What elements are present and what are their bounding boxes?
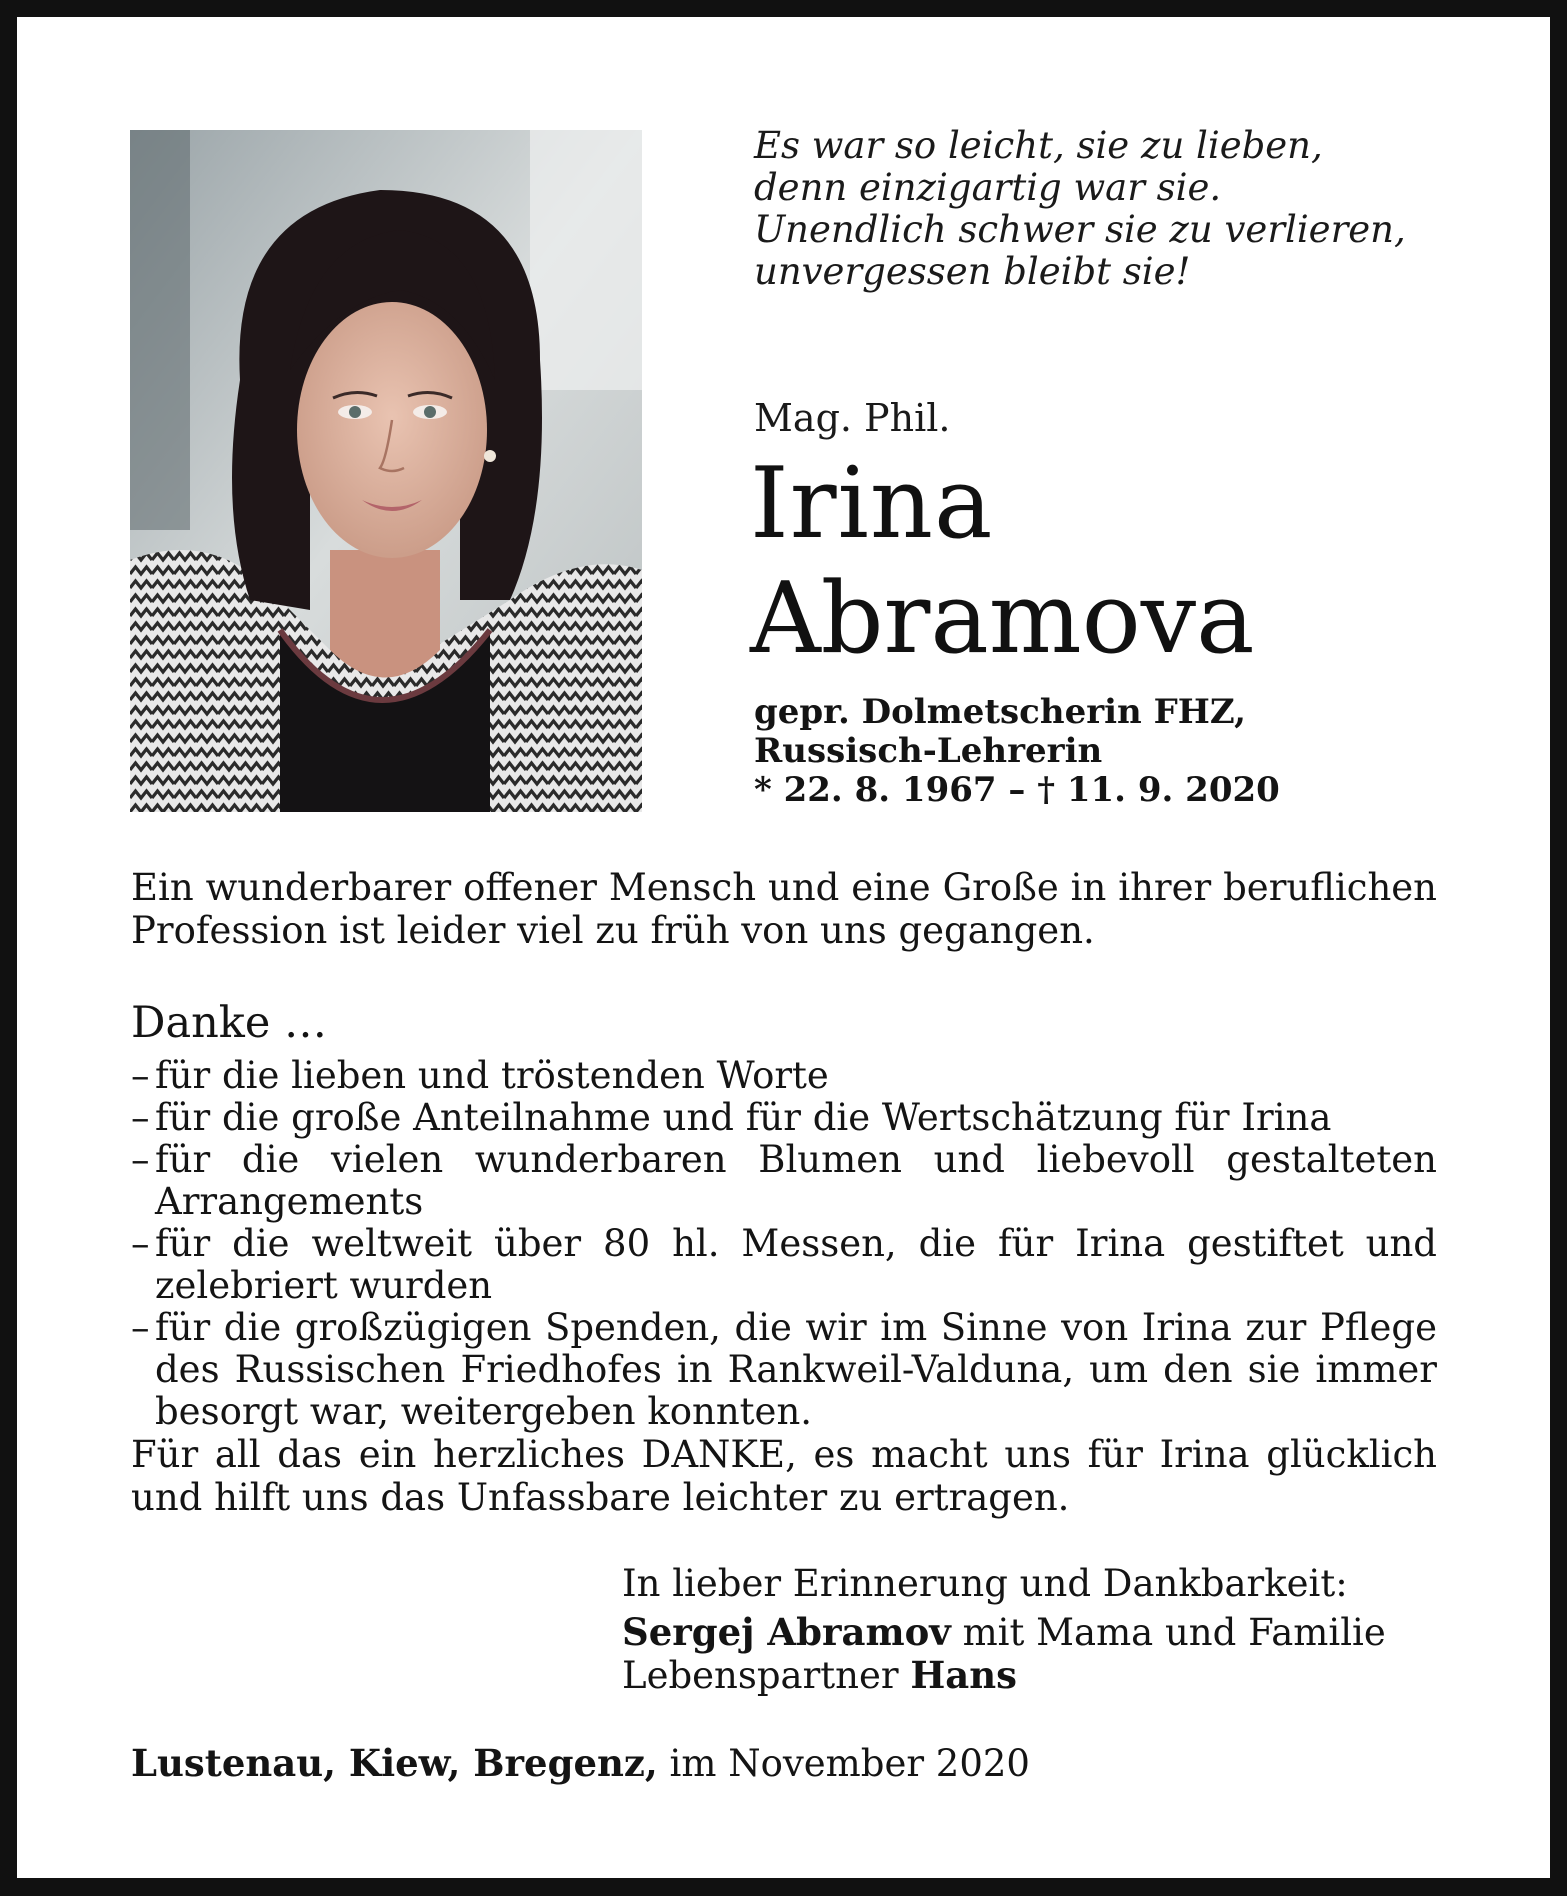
list-item bbox=[131, 1055, 1437, 1097]
places: Lustenau, Kiew, Bregenz, bbox=[131, 1741, 658, 1785]
poem-line: denn einzigartig war sie. bbox=[754, 166, 1222, 209]
signer-name: Sergej Abramov bbox=[622, 1610, 951, 1654]
dash-bullet: – bbox=[131, 1096, 150, 1139]
signoff-line-2 bbox=[622, 1654, 1386, 1697]
closing-paragraph: Für all das ein herzliches DANKE, es macht uns für Irina glücklich und hilft uns das Unfassbare leichter zu ertragen. bbox=[131, 1433, 1437, 1519]
signer-suffix: mit Mama und Familie bbox=[950, 1611, 1386, 1654]
dash-bullet: – bbox=[131, 1054, 150, 1097]
dash-bullet: – bbox=[131, 1306, 150, 1349]
partner-name: Hans bbox=[910, 1653, 1018, 1697]
poem-line: Es war so leicht, sie zu lieben, bbox=[754, 124, 1323, 167]
list-item bbox=[131, 1307, 1437, 1433]
academic-title: Mag. Phil. bbox=[754, 396, 951, 440]
profession-block bbox=[754, 693, 1280, 810]
first-name: Irina bbox=[750, 447, 994, 561]
profession-line: Russisch-Lehrerin bbox=[754, 731, 1103, 771]
list-item bbox=[131, 1223, 1437, 1307]
list-item-text: für die großzügigen Spenden, die wir im Sinne von Irina zur Pflege des Russischen Friedhofes in Rankweil-Valduna, um den sie immer besorgt war, weitergeben konnten. bbox=[155, 1306, 1437, 1433]
list-item bbox=[131, 1139, 1437, 1223]
dash-bullet: – bbox=[131, 1222, 150, 1265]
intro-paragraph: Ein wunderbarer offener Mensch und eine Große in ihrer beruflichen Profession ist leider viel zu früh von uns gegangen. bbox=[131, 866, 1437, 952]
life-dates: * 22. 8. 1967 – † 11. 9. 2020 bbox=[754, 770, 1280, 810]
signoff-intro: In lieber Erinnerung und Dankbarkeit: bbox=[622, 1562, 1348, 1605]
signoff-line-1 bbox=[622, 1611, 1386, 1654]
list-item bbox=[131, 1097, 1437, 1139]
profession-line: gepr. Dolmetscherin FHZ, bbox=[754, 692, 1246, 732]
portrait-illustration bbox=[130, 130, 642, 812]
place-date-line bbox=[131, 1742, 1030, 1785]
memorial-poem bbox=[754, 125, 1454, 293]
date: im November 2020 bbox=[657, 1742, 1030, 1785]
poem-line: unvergessen bleibt sie! bbox=[754, 250, 1191, 293]
partner-prefix: Lebenspartner bbox=[622, 1654, 911, 1697]
list-item-text: für die weltweit über 80 hl. Messen, die für Irina gestiftet und zelebriert wurden bbox=[155, 1222, 1437, 1307]
danke-heading: Danke … bbox=[131, 998, 327, 1048]
signoff-block bbox=[622, 1562, 1386, 1697]
list-item-text: für die große Anteilnahme und für die Wertschätzung für Irina bbox=[155, 1096, 1332, 1139]
portrait-photo bbox=[130, 130, 642, 812]
list-item-text: für die vielen wunderbaren Blumen und liebevoll gestalteten Arrangements bbox=[155, 1138, 1437, 1223]
list-item-text: für die lieben und tröstenden Worte bbox=[155, 1054, 829, 1097]
last-name: Abramova bbox=[750, 562, 1255, 676]
dash-bullet: – bbox=[131, 1138, 150, 1181]
poem-line: Unendlich schwer sie zu verlieren, bbox=[754, 208, 1406, 251]
danke-list bbox=[131, 1055, 1437, 1433]
